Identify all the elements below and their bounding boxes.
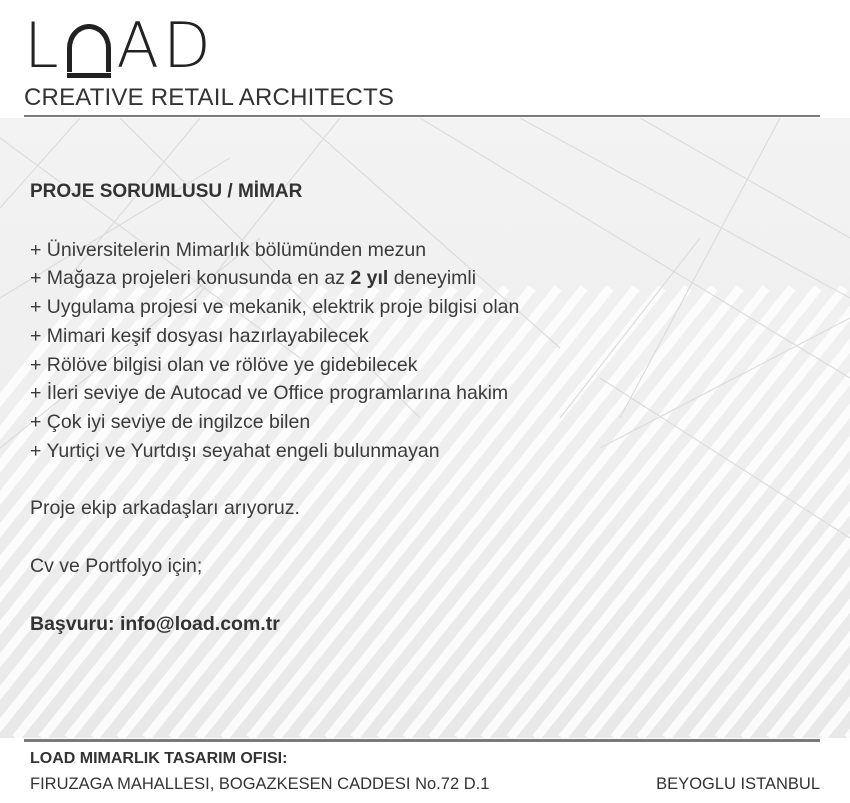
logo-letter-d: D xyxy=(162,9,215,82)
requirement-item: + Rölöve bilgisi olan ve rölöve ye gidebilecek xyxy=(30,353,418,376)
requirement-text-bold: 2 yıl xyxy=(350,267,389,290)
brand-tagline: CREATIVE RETAIL ARCHITECTS xyxy=(24,84,395,111)
cv-text: Cv ve Portfolyo için; xyxy=(30,555,203,578)
bg-grid-line xyxy=(640,118,850,238)
requirement-item: + Çok iyi seviye de ingilzce bilen xyxy=(30,410,311,433)
footer-company: LOAD MIMARLIK TASARIM OFISI: xyxy=(30,750,288,767)
requirement-item: + Yurtiçi ve Yurtdışı seyahat engeli bulunmayan xyxy=(30,439,440,462)
footer-city: BEYOGLU ISTANBUL xyxy=(656,775,820,793)
requirement-text-after: deneyimli xyxy=(388,267,477,290)
requirement-item: + Uygulama projesi ve mekanik, elektrik proje bilgisi olan xyxy=(30,296,520,319)
logo-o-mark-icon xyxy=(67,24,111,72)
header-divider xyxy=(24,115,820,117)
requirement-item: + İleri seviye de Autocad ve Office programlarına hakim xyxy=(30,382,509,405)
logo-letter-l: L xyxy=(24,9,63,82)
requirement-item: + Üniversitelerin Mimarlık bölümünden mezun xyxy=(30,238,427,261)
brand-logo xyxy=(24,9,215,82)
apply-line xyxy=(30,610,519,639)
requirement-text-before: + Mağaza projeleri konusunda en az xyxy=(30,267,351,290)
requirement-item-experience xyxy=(30,264,519,293)
apply-label: Başvuru: xyxy=(30,612,115,635)
team-text: Proje ekip arkadaşları arıyoruz. xyxy=(30,497,300,520)
requirement-item: + Mimari keşif dosyası hazırlayabilecek xyxy=(30,324,369,347)
footer-address: FIRUZAGA MAHALLESI, BOGAZKESEN CADDESI No.72 D.1 xyxy=(30,775,490,793)
apply-email-link[interactable]: info@load.com.tr xyxy=(119,612,280,635)
job-posting xyxy=(30,178,519,638)
footer-divider xyxy=(24,739,820,742)
posting-title: PROJE SORUMLUSU / MİMAR xyxy=(30,181,303,202)
logo-letter-a: A xyxy=(116,9,163,82)
